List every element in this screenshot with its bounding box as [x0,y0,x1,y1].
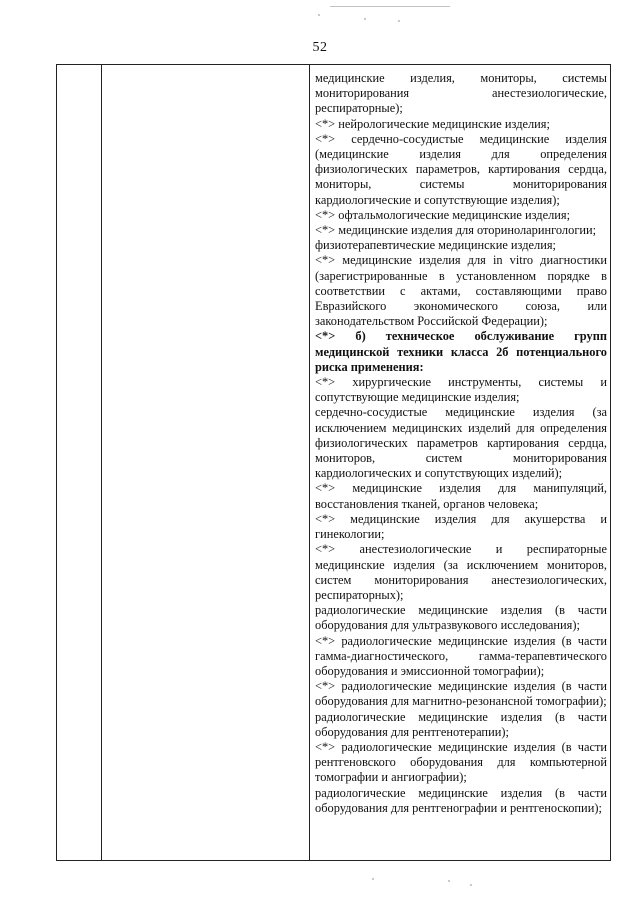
paragraph: <*> сердечно-сосудистые медицинские изделия (медицинские изделия для определения физиологических параметров, картирования сердца, мониторы, системы мониторирования кардиологические и сопутствующие изделия); [315,131,607,207]
table-column-divider [309,65,310,860]
paragraph: <*> нейрологические медицинские изделия; [315,116,550,131]
paragraph: <*> радиологические медицинские изделия (в части оборудования для магнитно-резонансной томографии); [315,679,607,709]
paragraph: <*> анестезиологические и респираторные медицинские изделия (за исключением мониторов, систем мониторирования анестезиологических, респираторных); [315,542,607,602]
paragraph: радиологические медицинские изделия (в части оборудования для рентгенографии и рентгеноскопии); [315,785,607,815]
scan-artifact-dot [448,880,450,882]
paragraph: физиотерапевтические медицинские изделия; [315,238,556,253]
paragraph: <*> медицинские изделия для акушерства и гинекологии; [315,511,607,542]
scan-artifact-dot [398,20,400,22]
paragraph: сердечно-сосудистые медицинские изделия (за исключением медицинских изделий для определения физиологических параметров картирования сердца, мониторов, систем мониторирования кардиологических и сопутствующих изделий); [315,405,607,481]
paragraph: <*> офтальмологические медицинские изделия; [315,207,571,222]
scan-artifact-dot [372,878,374,880]
paragraph: <*> медицинские изделия для оториноларингологии; [315,223,597,238]
table-cell-services [315,71,607,816]
scan-artifact-top [330,6,450,7]
paragraph: <*> медицинские изделия для in vitro диагностики (зарегистрированные в установленном порядке в соответствии с актами, составляющими право Евразийского экономического союза, или законодательством Российской Федерации); [315,253,607,329]
paragraph: медицинские изделия, мониторы, системы мониторирования анестезиологические, респираторные); [315,71,607,116]
scan-artifact-dot [470,884,472,886]
scan-artifact-dot [364,18,366,20]
table-column-divider [101,65,102,860]
paragraph: <*> радиологические медицинские изделия (в части рентгеновского оборудования для компьютерной томографии и ангиографии); [315,739,607,785]
document-table [56,64,611,861]
page-number: 52 [312,40,328,55]
paragraph: радиологические медицинские изделия (в части оборудования для рентгенотерапии); [315,709,607,739]
section-heading: <*> б) техническое обслуживание групп медицинской техники класса 2б потенциального риска применения: [315,329,607,374]
paragraph: <*> хирургические инструменты, системы и сопутствующие медицинские изделия; [315,375,607,405]
paragraph: радиологические медицинские изделия (в части оборудования для ультразвукового исследования); [315,603,607,633]
paragraph: <*> медицинские изделия для манипуляций, восстановления тканей, органов человека; [315,481,607,511]
paragraph: <*> радиологические медицинские изделия (в части гамма-диагностического, гамма-терапевтического оборудования и эмиссионной томографии); [315,633,607,678]
scan-artifact-dot [318,14,320,16]
